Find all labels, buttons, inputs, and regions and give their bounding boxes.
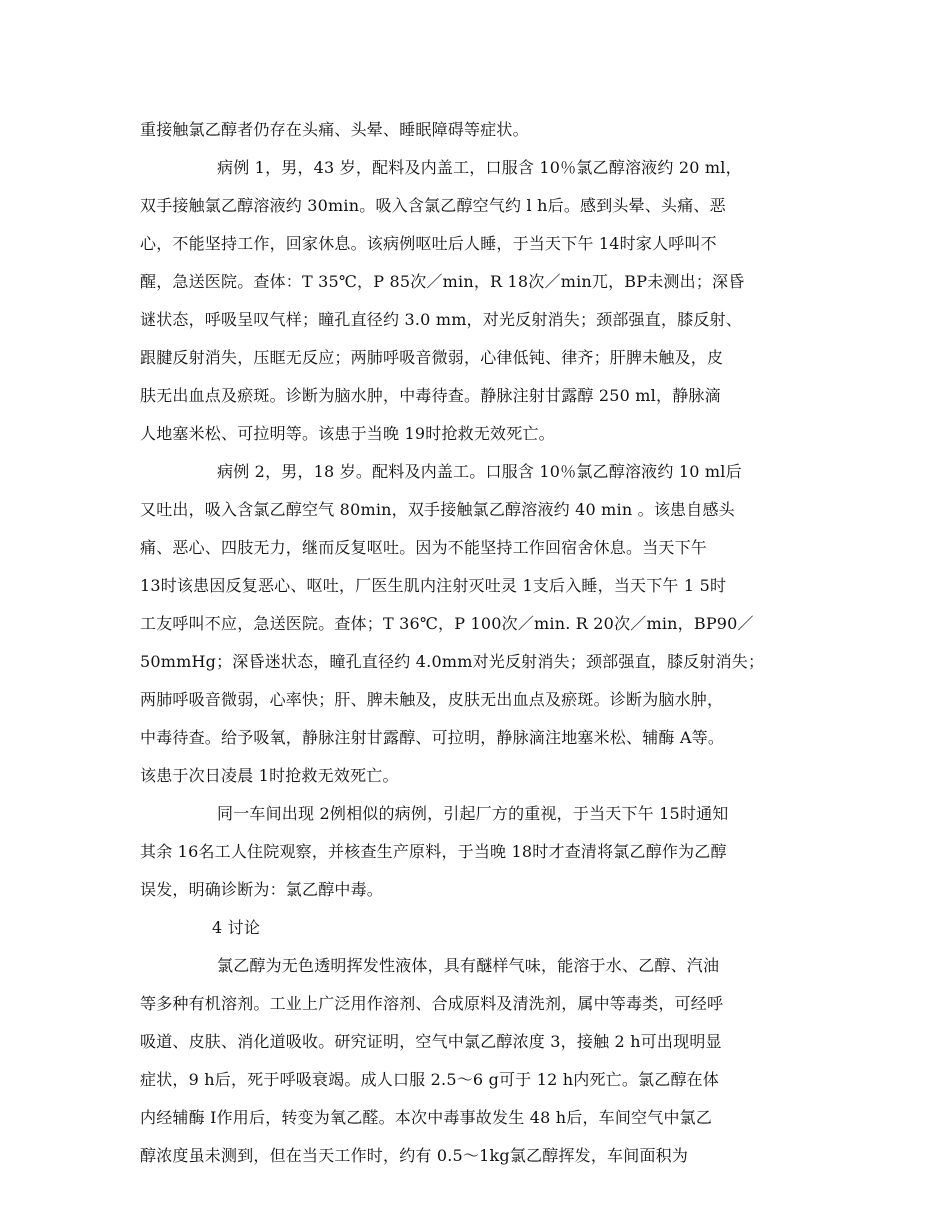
text-line-26: 症状，9 h后，死于呼吸衰竭。成人口服 2.5～6 g可于 12 h内死亡。氯乙醇在体	[140, 1070, 720, 1089]
text-line-15: 50mmHg；深昏迷状态，瞳孔直径约 4.0mm对光反射消失；颈部强直，膝反射消失；	[140, 652, 765, 671]
text-line-27: 内经辅酶 I作用后，转变为氧乙醛。本次中毒事故发生 48 h后，车间空气中氯乙	[140, 1108, 713, 1127]
text-line-20: 其余 16名工人住院观察，并核查生产原料，于当晚 18时才查清将氯乙醇作为乙醇	[140, 842, 727, 861]
text-line-1: 重接触氯乙醇者仍存在头痛、头晕、睡眠障碍等症状。	[140, 120, 529, 139]
text-line-23: 氯乙醇为无色透明挥发性液体，具有醚样气味，能溶于水、乙醇、汽油	[217, 956, 720, 975]
text-line-8: 肤无出血点及瘀斑。诊断为脑水肿，中毒待查。静脉注射甘露醇 250 ml，静脉滴	[140, 386, 721, 405]
text-line-24: 等多种有机溶剂。工业上广泛用作溶剂、合成原料及清洗剂，属中等毒类，可经呼	[140, 994, 724, 1013]
text-line-19: 同一车间出现 2例相似的病例，引起厂方的重视，于当天下午 15时通知	[217, 804, 729, 823]
text-line-16: 两肺呼吸音微弱，心率快；肝、脾未触及，皮肤无出血点及瘀斑。诊断为脑水肿，	[140, 690, 724, 709]
text-line-17: 中毒待查。给予吸氧，静脉注射甘露醇、可拉明，静脉滴注地塞米松、辅酶 A等。	[140, 728, 725, 747]
text-line-5: 醒，急送医院。查体：T 35℃，P 85次／min，R 18次／min兀，BP未测出；深昏	[140, 272, 745, 291]
text-line-11: 又吐出，吸入含氯乙醇空气 80min，双手接触氯乙醇溶液约 40 min 。该患自感头	[140, 500, 735, 519]
text-line-28: 醇浓度虽未测到，但在当天工作时，约有 0.5～1kg氯乙醇挥发，车间面积为	[140, 1146, 689, 1165]
text-line-14: 工友呼叫不应，急送医院。查体；T 36℃，P 100次／min. R 20次／min，BP90／	[140, 614, 754, 633]
text-line-12: 痛、恶心、四肢无力，继而反复呕吐。因为不能坚持工作回宿舍休息。当天下午	[140, 538, 708, 557]
text-line-3: 双手接触氯乙醇溶液约 30min。吸入含氯乙醇空气约 l h后。感到头晕、头痛、恶	[140, 196, 726, 215]
text-line-18: 该患于次日凌晨 1时抢救无效死亡。	[140, 766, 399, 785]
text-line-10: 病例 2，男，18 岁。配料及内盖工。口服含 10％氯乙醇溶液约 10 ml后	[217, 462, 742, 481]
text-line-4: 心，不能坚持工作，回家休息。该病例呕吐后人睡，于当天下午 14时家人呼叫不	[140, 234, 717, 253]
text-line-13: 13时该患因反复恶心、呕吐，厂医生肌内注射灭吐灵 1支后入睡，当天下午 1 5时	[140, 576, 727, 595]
text-line-9: 人地塞米松、可拉明等。该患于当晚 19时抢救无效死亡。	[140, 424, 555, 443]
text-line-25: 吸道、皮肤、消化道吸收。研究证明，空气中氯乙醇浓度 3，接触 2 h可出现明显	[140, 1032, 722, 1051]
text-line-6: 谜状态，呼吸呈叹气样；瞳孔直径约 3.0 mm，对光反射消失；颈部强直，膝反射、	[140, 310, 742, 329]
text-line-21: 误发，明确诊断为：氯乙醇中毒。	[140, 880, 384, 899]
text-line-2: 病例 1，男，43 岁，配料及内盖工，口服含 10％氯乙醇溶液约 20 ml，	[217, 158, 742, 177]
section-heading: 4 讨论	[212, 918, 261, 937]
text-line-7: 跟腱反射消失，压眶无反应；两肺呼吸音微弱，心律低钝、律齐；肝脾未触及，皮	[140, 348, 724, 367]
